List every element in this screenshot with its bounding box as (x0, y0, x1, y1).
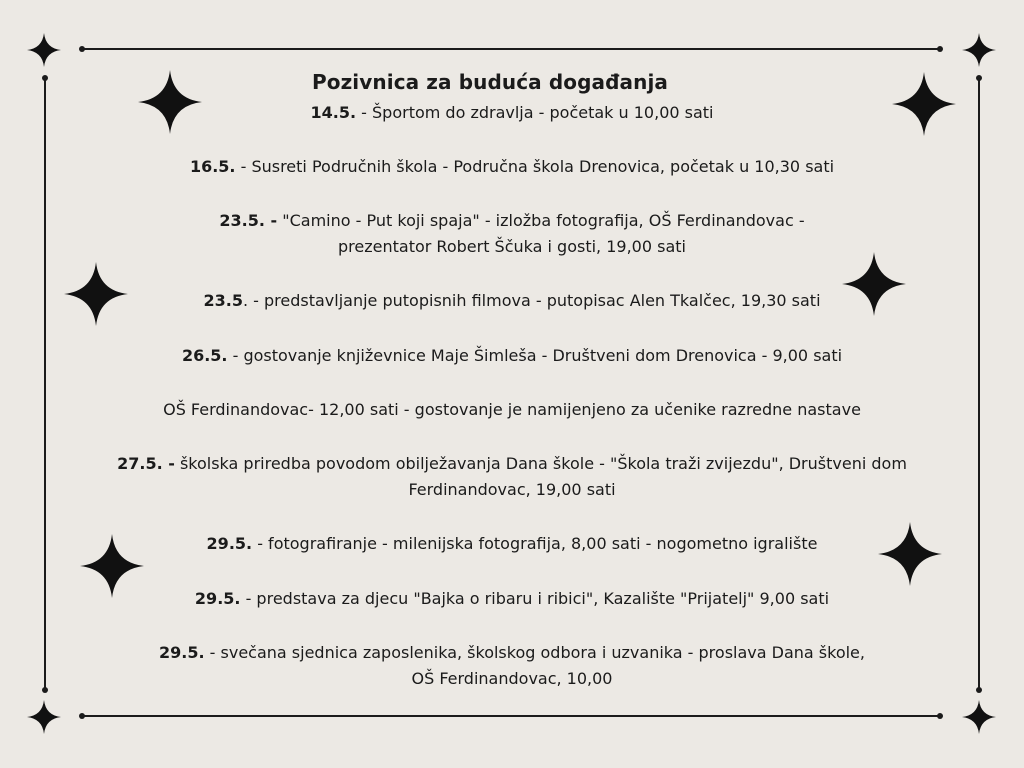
event-date: 29.5. (194, 589, 241, 608)
frame-dot (79, 713, 85, 719)
event-date: 14.5. (310, 103, 357, 122)
event-item (50, 586, 974, 612)
event-text: OŠ Ferdinandovac- 12,00 sati - gostovanje je namijenjeno za učenike razredne nastave (163, 400, 861, 419)
event-item (50, 640, 974, 692)
event-text: "Camino - Put koji spaja" - izložba fotografija, OŠ Ferdinandovac - (277, 211, 805, 230)
event-item (50, 208, 974, 260)
sparkle-star-icon (27, 700, 61, 734)
event-item (50, 531, 974, 557)
event-item (50, 451, 974, 503)
sparkle-star-icon (962, 33, 996, 67)
event-text: - svečana sjednica zaposlenika, školskog odbora i uzvanika - proslava Dana škole, (204, 643, 865, 662)
event-text: - predstava za djecu "Bajka o ribaru i ribici", Kazalište "Prijatelj" 9,00 sati (240, 589, 830, 608)
event-text-continued: OŠ Ferdinandovac, 10,00 (411, 669, 613, 688)
event-text-continued: Ferdinandovac, 19,00 sati (408, 480, 616, 499)
event-item (50, 288, 974, 314)
event-text: - gostovanje književnice Maje Šimleša - Društveni dom Drenovica - 9,00 sati (227, 346, 843, 365)
event-text: - Športom do zdravlja - početak u 10,00 sati (356, 103, 714, 122)
frame-dot (42, 687, 48, 693)
event-text: . - predstavljanje putopisnih filmova - putopisac Alen Tkalčec, 19,30 sati (242, 291, 821, 310)
frame-line-bottom (82, 715, 940, 717)
event-text: - fotografiranje - milenijska fotografija, 8,00 sati - nogometno igralište (252, 534, 818, 553)
event-date: 27.5. - (117, 454, 175, 473)
sparkle-star-icon (27, 33, 61, 67)
event-text: školska priredba povodom obilježavanja Dana škole - "Škola traži zvijezdu", Društveni dom (174, 454, 907, 473)
event-item (50, 343, 974, 369)
event-item (50, 397, 974, 423)
page-title: Pozivnica za buduća događanja (311, 70, 669, 94)
frame-line-right (978, 78, 980, 690)
frame-dot (79, 46, 85, 52)
frame-dot (937, 713, 943, 719)
frame-dot (937, 46, 943, 52)
event-item (50, 100, 974, 126)
event-date: 29.5. (159, 643, 205, 662)
event-text-continued: prezentator Robert Ščuka i gosti, 19,00 sati (338, 237, 686, 256)
frame-dot (976, 687, 982, 693)
event-text: - Susreti Područnih škola - Područna škola Drenovica, početak u 10,30 sati (235, 157, 835, 176)
frame-line-top (82, 48, 940, 50)
sparkle-star-icon (962, 700, 996, 734)
event-date: 26.5. (181, 346, 228, 365)
frame-line-left (44, 78, 46, 690)
event-date: 29.5. (206, 534, 253, 553)
event-date: 23.5. - (219, 211, 278, 230)
event-date: 23.5 (203, 291, 243, 310)
event-item (50, 154, 974, 180)
event-date: 16.5. (189, 157, 236, 176)
